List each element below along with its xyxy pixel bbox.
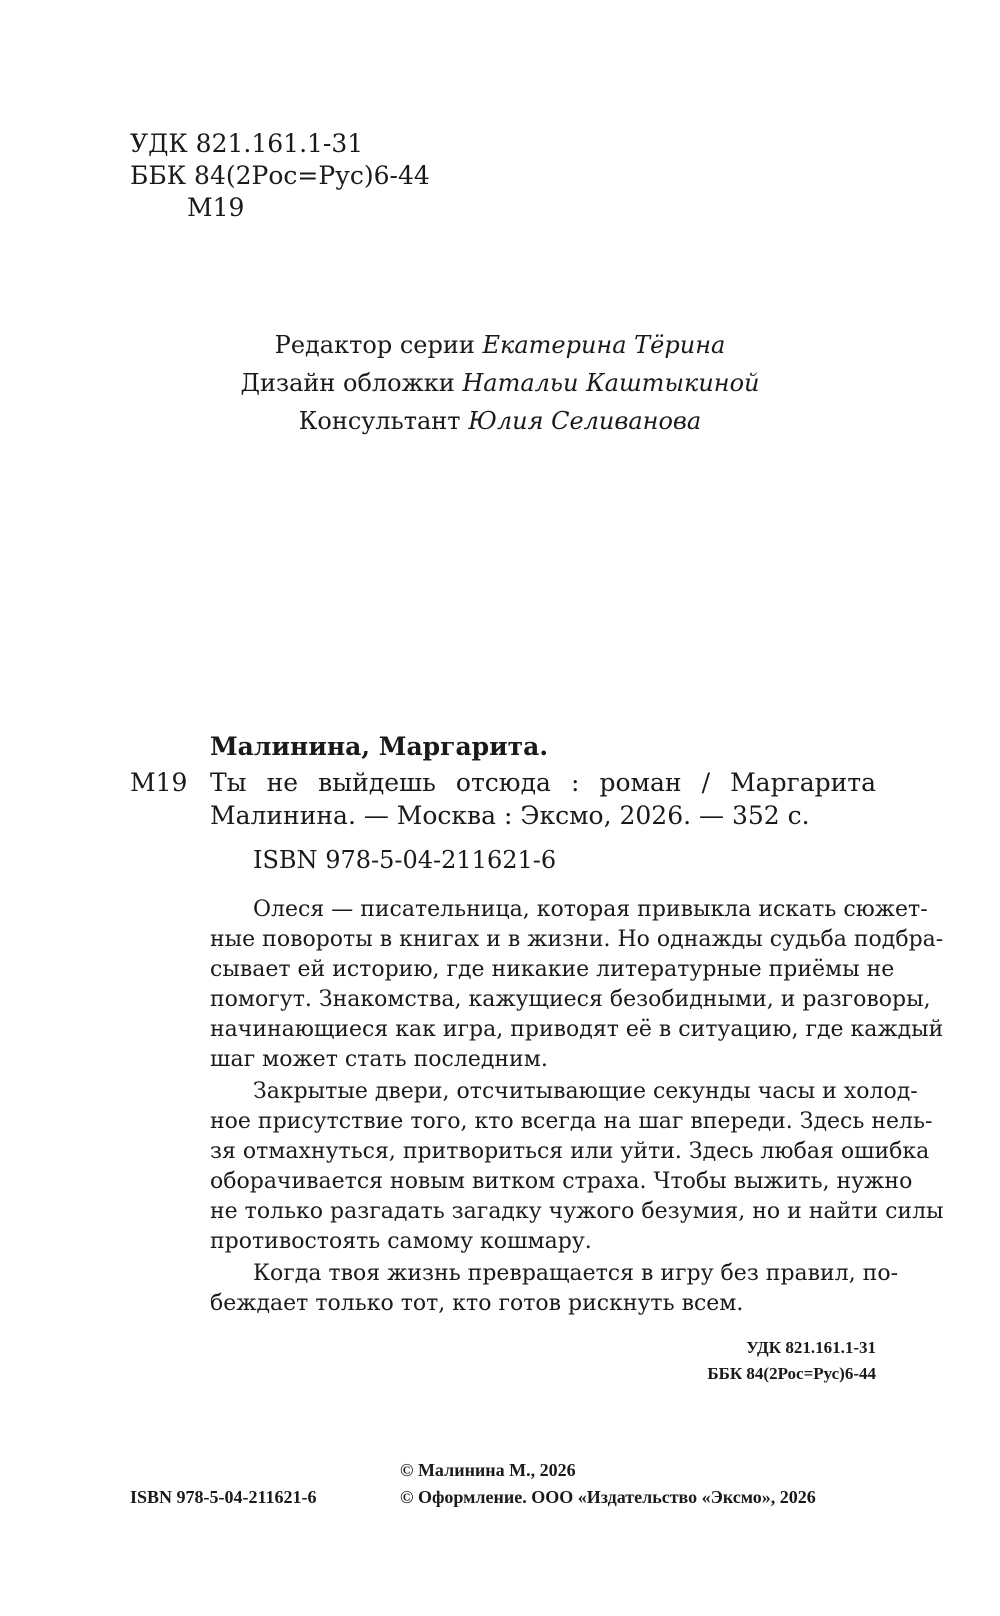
copyright-author: © Малинина М., 2026 [400,1460,576,1480]
annotation-line: оборачивается новым витком страха. Чтобы выжить, нужно [210,1169,913,1194]
credit-consultant-role: Консультант [298,407,469,435]
bibliographic-publisher-line: Малинина. — Москва : Эксмо, 2026. — 352 с. [210,801,810,830]
author-heading: Малинина, Маргарита. [210,732,549,761]
bibliographic-title-line: Ты не выйдешь отсюда : роман / Маргарита [210,768,876,797]
top-bbk-code: ББК 84(2Рос=Рус)6-44 [130,161,430,190]
bottom-bbk-code: ББК 84(2Рос=Рус)6-44 [707,1364,876,1383]
annotation-paragraph-2 [210,1077,944,1257]
credit-consultant [0,406,1000,436]
copyright-design: © Оформление. ООО «Издательство «Эксмо», 2026 [400,1487,816,1507]
author-code-margin: М19 [130,768,188,797]
annotation-line: помогут. Знакомства, кажущиеся безобидными, и разговоры, [210,987,931,1012]
annotation-paragraph-1 [210,895,944,1075]
annotation-line: не только разгадать загадку чужого безумия, но и найти силы [210,1199,944,1224]
annotation-line: Олеся — писательница, которая привыкла искать сюжет- [253,897,928,922]
credit-series-editor [0,330,1000,360]
annotation-line: шаг может стать последним. [210,1047,548,1072]
annotation-line: сывает ей историю, где никакие литературные приёмы не [210,957,895,982]
bottom-udk-code: УДК 821.161.1-31 [746,1338,876,1357]
annotation-line: зя отмахнуться, притвориться или уйти. Здесь любая ошибка [210,1139,930,1164]
footer-isbn: ISBN 978-5-04-211621-6 [130,1487,317,1507]
annotation-paragraph-3 [210,1259,899,1319]
annotation-line: начинающиеся как игра, приводят её в ситуацию, где каждый [210,1017,944,1042]
credit-editor-role: Редактор серии [274,331,483,359]
top-author-code: М19 [187,193,245,222]
annotation-line: Закрытые двери, отсчитывающие секунды часы и холод- [253,1079,918,1104]
annotation-line: беждает только тот, кто готов рискнуть всем. [210,1291,744,1316]
top-udk-code: УДК 821.161.1-31 [130,129,364,158]
annotation-line: ное присутствие того, кто всегда на шаг впереди. Здесь нель- [210,1109,933,1134]
annotation-line: Когда твоя жизнь превращается в игру без правил, по- [253,1261,899,1286]
annotation-line: противостоять самому кошмару. [210,1229,592,1254]
credit-cover-design [0,368,1000,398]
credit-editor-name: Екатерина Тёрина [482,331,726,359]
credit-cover-name: Натальи Каштыкиной [462,369,760,397]
credit-consultant-name: Юлия Селиванова [468,407,702,435]
credit-cover-role: Дизайн обложки [240,369,463,397]
annotation-line: ные повороты в книгах и в жизни. Но однажды судьба подбра- [210,927,944,952]
isbn-record: ISBN 978-5-04-211621-6 [253,846,557,874]
